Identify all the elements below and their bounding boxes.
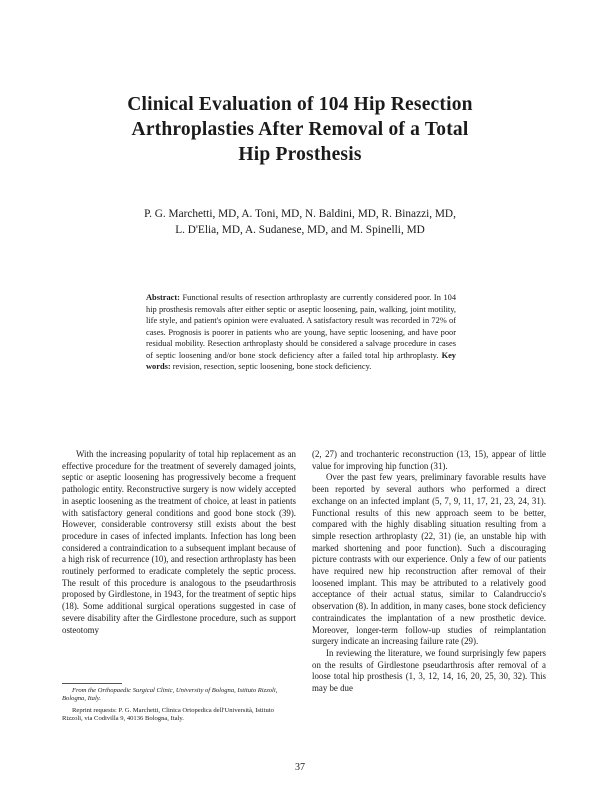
body-paragraph: With the increasing popularity of total hip replacement as an effective procedure for the treatment of severely damaged joints, septic or aseptic loosening has progressively become a frequent pathologic entity. Reconstructive surgery is now widely accepted in aseptic loosening as the treatment of choice, at least in patients with satisfactory general conditions and good bone stock (39). However, considerable controversy still exists about the best procedure in cases of infected implants. Infection has long been considered a contraindication to a subsequent implant because of a high risk of recurrence (10), and resection arthroplasty has been routinely performed to eradicate completely the septic process. The result of this procedure is analogous to the pseudarthrosis proposed by Girdlestone, in 1943, for the treatment of septic hips (18). Some additional surgical operations suggested in case of severe disability after the Girdlestone procedure, such as support osteotomy	[62, 449, 296, 635]
keywords-label: Key words:	[146, 350, 456, 372]
page-number: 37	[295, 762, 305, 773]
keywords-text: revision, resection, septic loosening, bone stock deficiency.	[172, 362, 372, 372]
author-line: L. D'Elia, MD, A. Sudanese, MD, and M. Spinelli, MD	[175, 224, 425, 236]
title-line: Clinical Evaluation of 104 Hip Resection	[127, 94, 473, 115]
author-list	[90, 206, 510, 238]
abstract-text: Functional results of resection arthroplasty are currently considered poor. In 104 hip prosthesis removals after either septic or aseptic loosening, pain, walking, joint motility, life style, and patient's opinion were evaluated. A satisfactory result was recorded in 72% of cases. Prognosis is poorer in patients who are young, have septic loosening, and have poor residual mobility. Resection arthroplasty should be considered a salvage procedure in cases of septic loosening and/or bone stock deficiency after a failed total hip arthroplasty.	[146, 293, 457, 360]
body-paragraph: Over the past few years, preliminary favorable results have been reported by several authors who performed a direct exchange on an infected implant (5, 7, 9, 11, 17, 21, 23, 24, 31). Functional results of this new approach seem to be better, compared with the highly disabling situation resulting from a simple resection arthroplasty (22, 31) (ie, an unstable hip with marked shortening and poor function). Such a discouraging picture contrasts with our experience. Only a few of our patients have required new hip reconstruction after removal of their loosened implant. This may be attributed to a relatively good acceptance of their actual status, similar to Calandruccio's observation (8). In addition, in many cases, bone stock deficiency contraindicates the implantation of a new prosthetic device. Moreover, longer-term follow-up studies of reimplantation surgery indicate an increasing failure rate (29).	[312, 472, 546, 647]
footnote-divider	[62, 683, 122, 684]
article-title	[60, 92, 540, 167]
author-line: P. G. Marchetti, MD, A. Toni, MD, N. Baldini, MD, R. Binazzi, MD,	[144, 208, 456, 220]
title-line: Hip Prosthesis	[238, 144, 362, 165]
title-line: Arthroplasties After Removal of a Total	[131, 119, 469, 140]
body-paragraph: (2, 27) and trochanteric reconstruction (13, 15), appear of little value for improving hip function (31).	[312, 449, 546, 471]
body-column-right	[312, 449, 546, 695]
body-column-left	[62, 449, 296, 636]
footnotes	[62, 687, 296, 727]
abstract-label: Abstract:	[146, 293, 180, 302]
abstract	[146, 292, 456, 373]
body-paragraph: In reviewing the literature, we found surprisingly few papers on the results of Girdlestone pseudarthrosis after removal of a loose total hip prosthesis (1, 3, 12, 14, 16, 20, 25, 30, 32). This may be due	[312, 647, 546, 694]
reprint-note: Reprint requests: P. G. Marchetti, Clinica Ortopedica dell'Università, Istituto Rizzoli, via Codivilla 9, 40136 Bologna, Italy.	[62, 706, 274, 723]
affiliation-note: From the Orthopaedic Surgical Clinic, University of Bologna, Istituto Rizzoli, Bologna, Italy.	[62, 687, 278, 703]
